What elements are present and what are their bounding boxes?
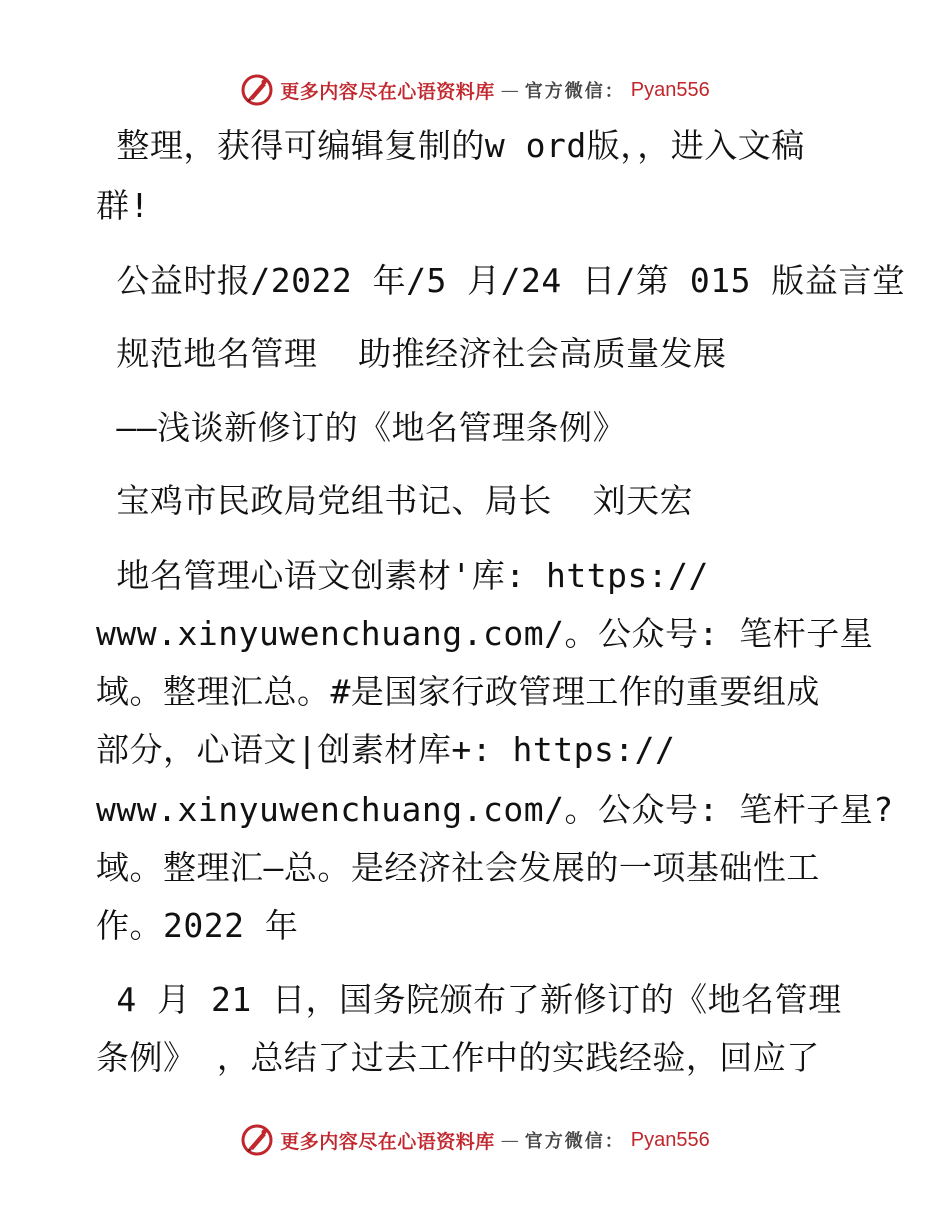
- header-banner-id: Pyan556: [630, 78, 710, 101]
- footer-banner-separator: —: [500, 1129, 519, 1151]
- body-line: 域。整理汇总。#是国家行政管理工作的重要组成: [96, 672, 820, 711]
- footer-banner-id: Pyan556: [630, 1128, 710, 1151]
- header-banner-separator: —: [500, 79, 519, 101]
- pen-logo-icon: [240, 1123, 274, 1157]
- header-banner-label: 官方微信：: [524, 81, 625, 102]
- body-line: www.xinyuwenchuang.com/。公众号: 笔杆子星: [96, 614, 874, 653]
- footer-banner: [0, 1120, 950, 1160]
- body-line: 域。整理汇—总。是经济社会发展的一项基础性工: [96, 848, 820, 887]
- pen-logo-icon: [240, 73, 274, 107]
- body-line: 整理，获得可编辑复制的w ord版，，进入文稿: [96, 126, 805, 165]
- footer-banner-label: 官方微信：: [524, 1131, 625, 1152]
- body-line: 地名管理心语文创素材'库: https://: [96, 556, 709, 595]
- body-line: ——浅谈新修订的《地名管理条例》: [96, 408, 627, 447]
- footer-banner-content: [240, 1123, 709, 1157]
- body-line: 作。2022 年: [96, 906, 299, 945]
- footer-banner-text: 更多内容尽在心语资料库: [280, 1130, 495, 1153]
- body-line: 公益时报/2022 年/5 月/24 日/第 015 版益言堂: [96, 261, 906, 300]
- body-line: www.xinyuwenchuang.com/。公众号: 笔杆子星?: [96, 790, 894, 829]
- body-line: 群!: [96, 186, 150, 225]
- header-banner-text: 更多内容尽在心语资料库: [280, 80, 495, 103]
- header-banner-content: [240, 73, 709, 107]
- body-line: 宝鸡市民政局党组书记、局长 刘天宏: [96, 481, 694, 520]
- body-line: 条例》 ，总结了过去工作中的实践经验，回应了: [96, 1038, 820, 1077]
- body-line: 4 月 21 日，国务院颁布了新修订的《地名管理: [96, 980, 842, 1019]
- body-line: 部分，心语文|创素材库+: https://: [96, 730, 676, 769]
- header-banner: [0, 70, 950, 110]
- body-line: 规范地名管理 助推经济社会高质量发展: [96, 334, 727, 373]
